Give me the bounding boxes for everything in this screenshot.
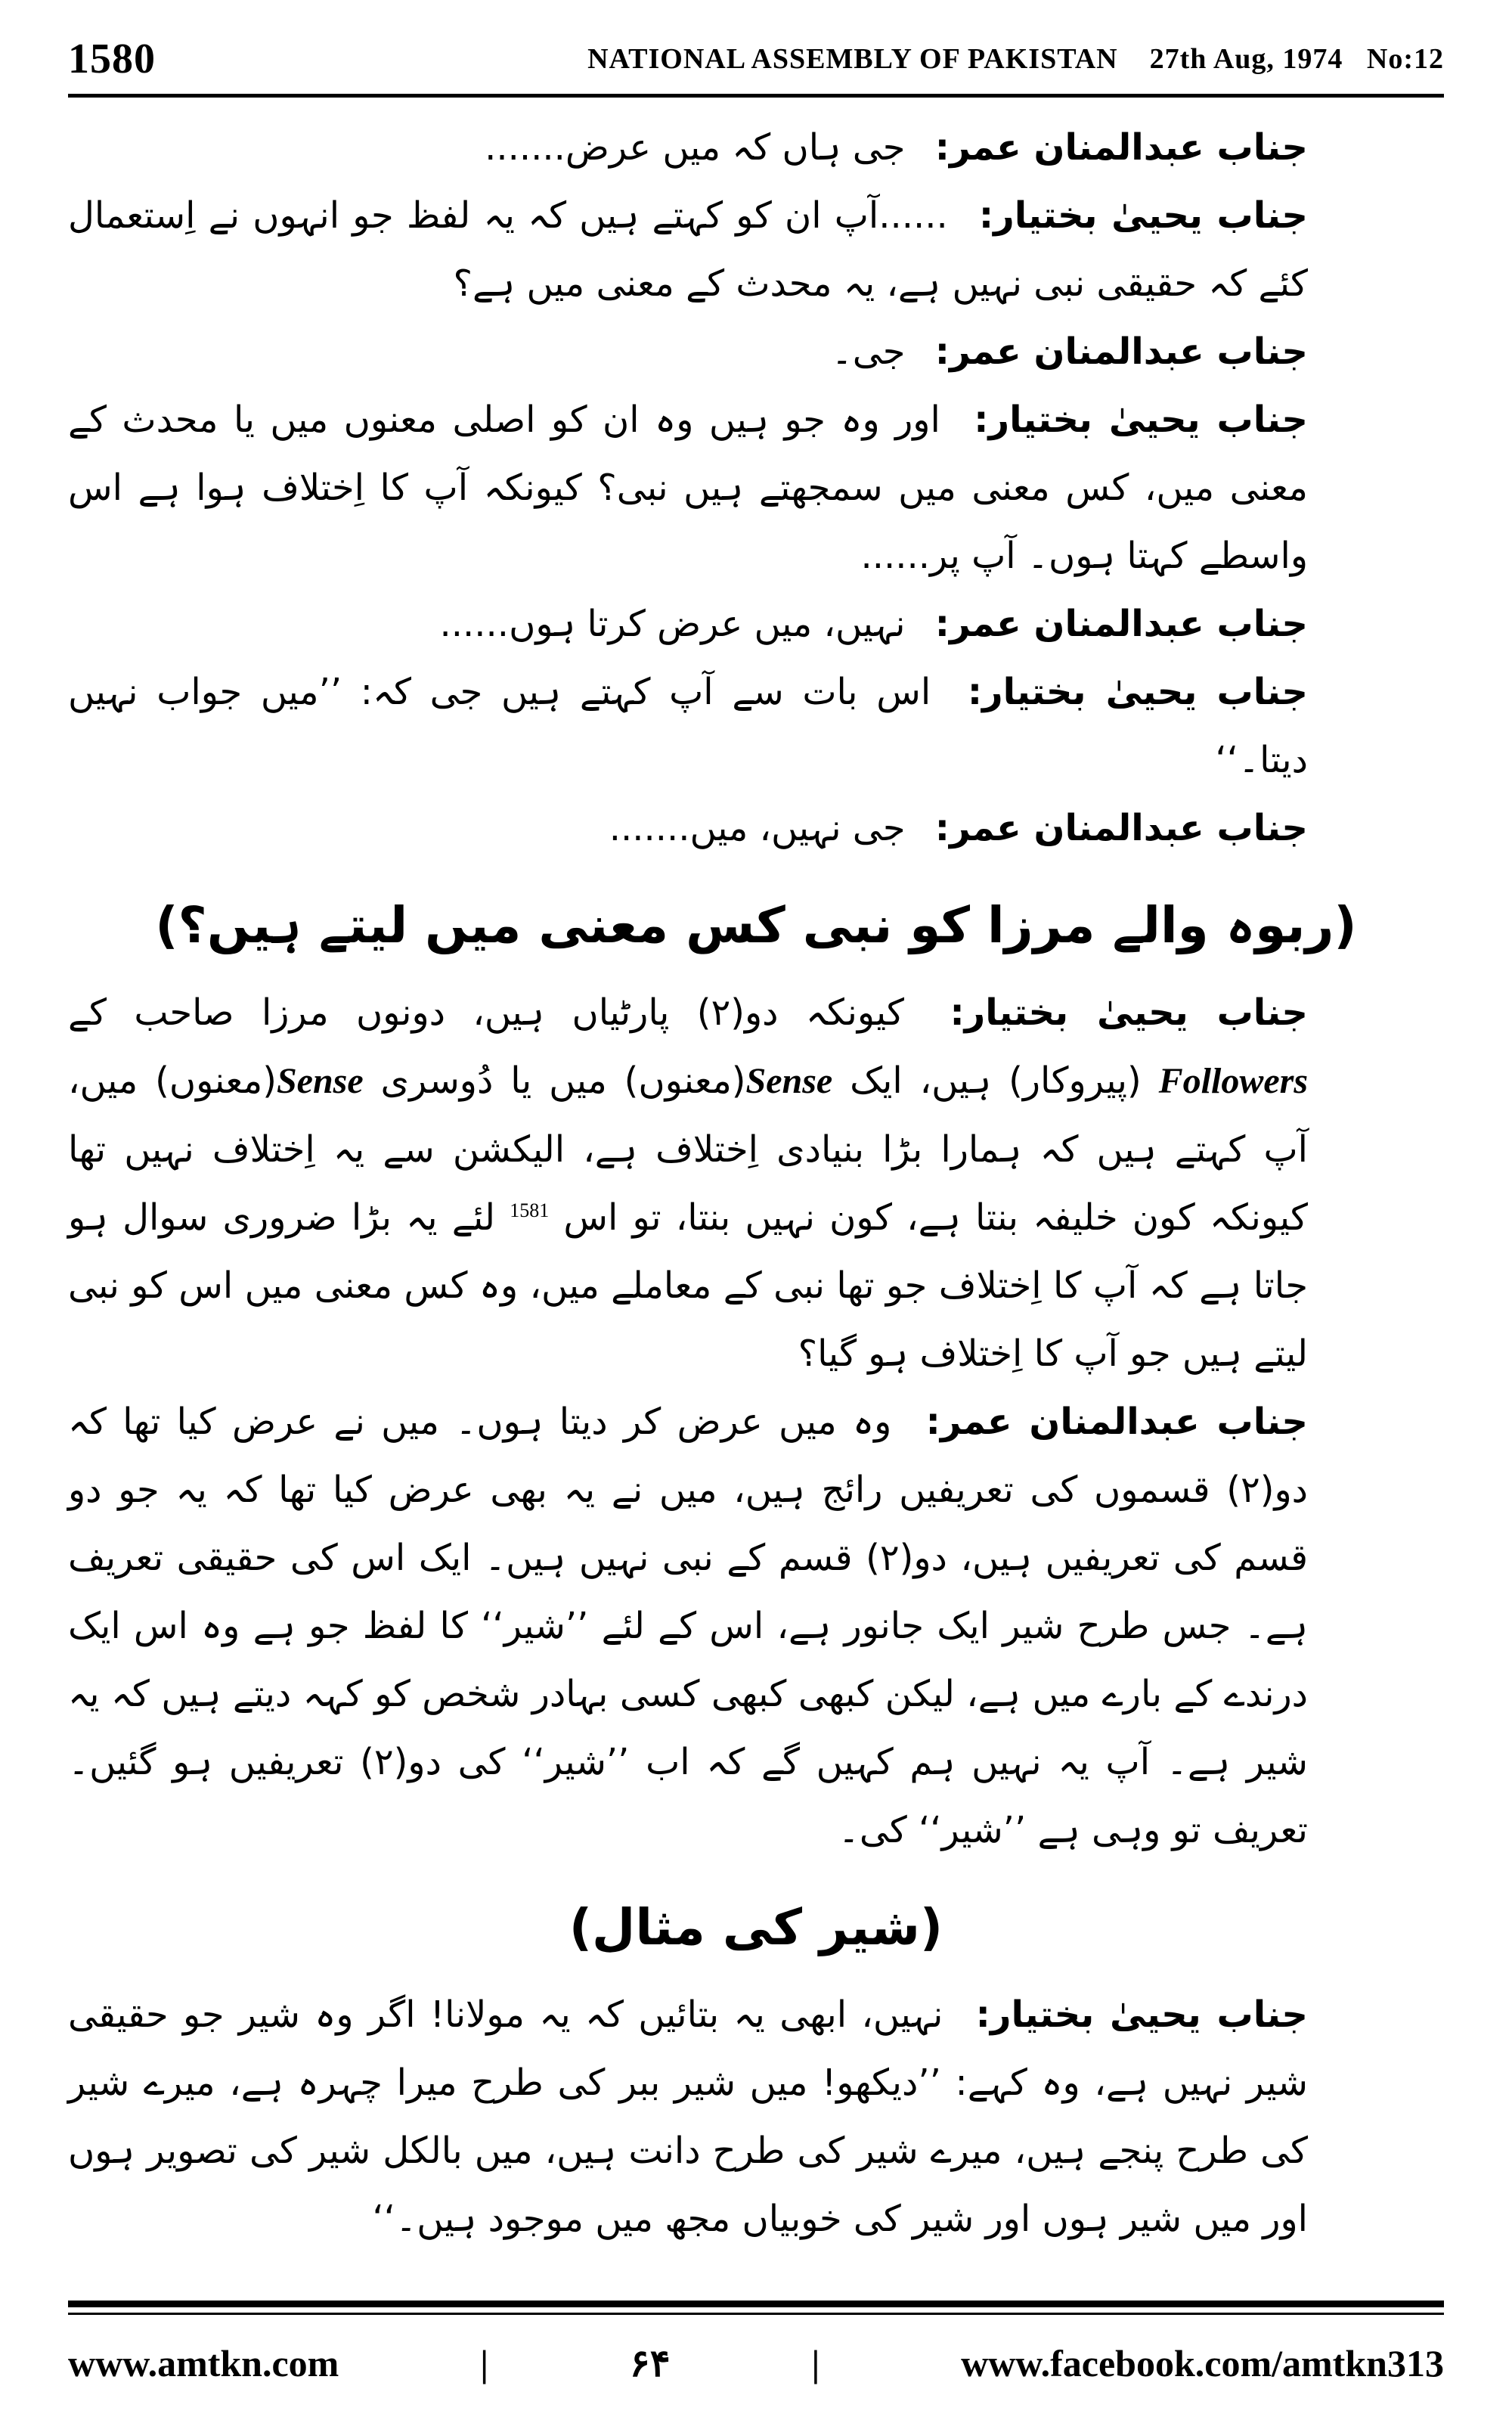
paragraph-text: اور وہ جو ہیں وہ ان کو اصلی معنوں میں یا محدث کے معنی میں، کس معنی میں سمجھتے ہیں نبی؟ کیونکہ آپ کا اِختلاف ہوا ہے اس واسطے کہتا ہوں۔ آپ پر...... <box>68 399 1308 577</box>
paragraph-7 <box>68 794 1444 862</box>
paragraph-3 <box>68 318 1444 386</box>
paragraph-1 <box>68 113 1444 182</box>
speaker-label: جناب یحییٰ بختیار: <box>974 399 1308 441</box>
paragraph-text: نہیں، ابھی یہ بتائیں کہ یہ مولانا! اگر وہ شیر جو حقیقی شیر نہیں ہے، وہ کہے: ’’دیکھو! میں شیر ببر کی طرح میرا چہرہ ہے، میرے شیر کی طرح پنجے ہیں، میرے شیر کی طرح دانت ہیں، میں بالکل شیر کی تصویر ہوں اور میں شیر ہوں اور شیر کی خوبیاں مجھ میں موجود ہیں۔‘‘ <box>68 1993 1308 2240</box>
speaker-label: جناب عبدالمنان عمر: <box>934 126 1308 169</box>
paragraph-text: ......آپ ان کو کہتے ہیں کہ یہ لفظ جو انہوں نے اِستعمال کئے کہ حقیقی نبی نہیں ہے، یہ محدث کے معنی میں ہے؟ <box>68 194 1308 305</box>
paragraph-text-c: (معنوں) میں یا دُوسری <box>380 1060 746 1102</box>
footer-facebook-link[interactable]: www.facebook.com/amtkn313 <box>961 2342 1444 2384</box>
section-heading-rabwah: (ربوہ والے مرزا کو نبی کس معنی میں لیتے ہیں؟) <box>155 896 1357 954</box>
english-term-sense: Sense <box>276 1061 364 1101</box>
speaker-label: جناب یحییٰ بختیار: <box>978 194 1308 237</box>
paragraph-10 <box>68 1981 1444 2253</box>
footer-website-link[interactable]: www.amtkn.com <box>68 2342 339 2384</box>
paragraph-8 <box>68 979 1444 1388</box>
paragraph-text: وہ میں عرض کر دیتا ہوں۔ میں نے عرض کیا تھا کہ دو(۲) قسموں کی تعریفیں رائج ہیں، میں نے یہ بھی عرض کیا تھا کہ یہ جو دو قسم کی تعریفیں ہیں، دو(۲) قسم کے نبی نہیں ہیں۔ ایک اس کی حقیقی تعریف ہے۔ جس طرح شیر ایک جانور ہے، اس کے لئے ’’شیر‘‘ کا لفظ جو ہے وہ اس ایک درندے کے بارے میں ہے، لیکن کبھی کبھی کسی بہادر شخص کو کہہ دیتے ہیں کہ یہ شیر ہے۔ آپ یہ نہیں ہم کہیں گے کہ اب ’’شیر‘‘ کی دو(۲) تعریفیں ہو گئیں۔ تعریف تو وہی ہے ’’شیر‘‘ کی۔ <box>68 1401 1309 1851</box>
paragraph-text: جی نہیں، میں....... <box>609 807 906 849</box>
footer-rule-thick <box>68 2301 1444 2307</box>
paragraph-9 <box>68 1388 1444 1864</box>
speaker-label: جناب عبدالمنان عمر: <box>934 603 1308 645</box>
page-number: 1580 <box>68 36 156 82</box>
header-rule <box>68 94 1444 98</box>
footer-separator: | <box>480 2342 489 2384</box>
footer-urdu-page-number: ۶۴ <box>629 2342 671 2384</box>
footer-rule-thin <box>68 2313 1444 2315</box>
page-content <box>68 113 1444 2240</box>
speaker-label: جناب عبدالمنان عمر: <box>934 330 1308 373</box>
header-title: NATIONAL ASSEMBLY OF PAKISTAN 27th Aug, 1974 No:12 <box>587 43 1444 75</box>
section-heading-lion-example: (شیر کی مثال) <box>569 1898 943 1956</box>
speaker-label: جناب عبدالمنان عمر: <box>925 1401 1308 1443</box>
speaker-label: جناب عبدالمنان عمر: <box>934 807 1308 849</box>
paragraph-text-b: (پیروکار) ہیں، ایک <box>850 1060 1142 1102</box>
paragraph-text-a: کیونکہ دو(۲) پارٹیاں ہیں، دونوں مرزا صاحب کے <box>68 991 905 1034</box>
page-header <box>68 29 1444 89</box>
paragraph-6 <box>68 658 1444 794</box>
english-term-sense: Sense <box>745 1061 833 1101</box>
speaker-label: جناب یحییٰ بختیار: <box>967 671 1308 713</box>
paragraph-text: جی۔ <box>831 330 906 373</box>
paragraph-5 <box>68 590 1444 658</box>
footer-separator: | <box>811 2342 820 2384</box>
paragraph-4 <box>68 386 1444 590</box>
paragraph-text: اس بات سے آپ کہتے ہیں جی کہ: ’’میں جواب نہیں دیتا۔‘‘ <box>68 671 1308 781</box>
paragraph-2 <box>68 182 1444 318</box>
paragraph-text: جی ہاں کہ میں عرض....... <box>485 126 906 169</box>
speaker-label: جناب یحییٰ بختیار: <box>975 1993 1308 2036</box>
page-reference-marker: 1581 <box>510 1199 550 1221</box>
paragraph-text-e: لئے یہ بڑا ضروری سوال ہو جاتا ہے کہ آپ کا اِختلاف جو تھا نبی کے معاملے میں، وہ کس معنی میں اس کو نبی لیتے ہیں جو آپ کا اِختلاف ہو گیا؟ <box>68 1196 1308 1375</box>
page-footer <box>68 2329 1444 2397</box>
paragraph-text-d: (معنوں) میں، آپ کہتے ہیں کہ ہمارا بڑا بنیادی اِختلاف ہے، الیکشن سے یہ اِختلاف نہیں تھا کیونکہ کون خلیفہ بنتا ہے، کون نہیں بنتا، تو اس <box>68 1060 1309 1239</box>
paragraph-text: نہیں، میں عرض کرتا ہوں...... <box>439 603 906 645</box>
speaker-label: جناب یحییٰ بختیار: <box>950 991 1309 1034</box>
english-term-followers: Followers <box>1158 1061 1308 1101</box>
